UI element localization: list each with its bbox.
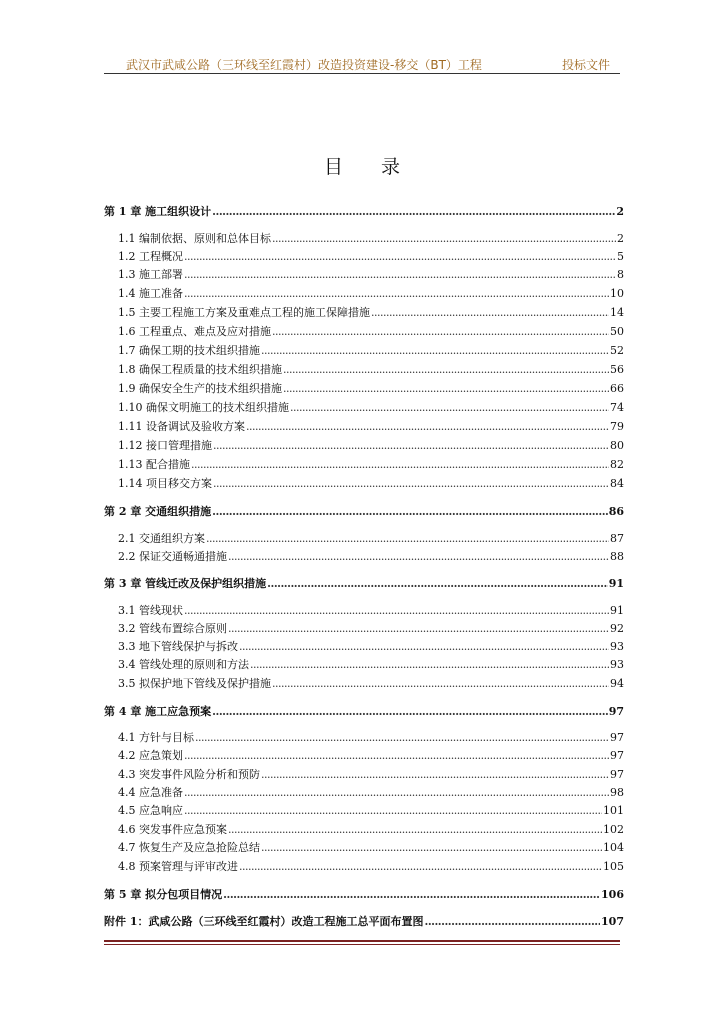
toc-entry-page: 106: [601, 888, 624, 901]
toc-leader-dots: [246, 420, 609, 434]
toc-entry-label: 4.2 应急策划: [118, 749, 183, 762]
toc-entry-label: 2.2 保证交通畅通措施: [118, 550, 227, 563]
toc-leader-dots: [228, 823, 602, 837]
toc-entry-label: 1.4 施工准备: [118, 287, 183, 300]
toc-entry-page: 94: [610, 677, 624, 690]
toc-entry-page: 66: [610, 382, 624, 395]
toc-chapter-entry[interactable]: [104, 886, 624, 902]
toc-entry-label: 4.6 突发事件应急预案: [118, 823, 227, 836]
header-doc-type: 投标文件: [561, 58, 610, 72]
toc-entry-label: 1.7 确保工期的技术组织措施: [118, 344, 260, 357]
toc-leader-dots: [371, 306, 609, 320]
toc-entry-page: 86: [608, 505, 624, 518]
toc-entry-label: 1.14 项目移交方案: [118, 477, 212, 490]
toc-leader-dots: [283, 382, 609, 396]
header-divider: [104, 73, 620, 74]
toc-leader-dots: [261, 768, 609, 782]
toc-leader-dots: [195, 731, 609, 745]
toc-entry-label: 1.8 确保工程质量的技术组织措施: [118, 363, 282, 376]
toc-entry-page: 92: [610, 622, 624, 635]
toc-title: 目录: [323, 156, 438, 178]
toc-entry-page: 2: [617, 232, 624, 245]
toc-entry-page: 97: [610, 731, 624, 744]
toc-entry-label: 4.4 应急准备: [118, 786, 183, 799]
toc-section-entry[interactable]: [118, 620, 624, 636]
toc-entry-label: 1.12 接口管理措施: [118, 439, 212, 452]
toc-entry-label: 1.1 编制依据、原则和总体目标: [118, 232, 271, 245]
toc-entry-page: 104: [603, 841, 624, 854]
toc-leader-dots: [191, 458, 609, 472]
toc-leader-dots: [290, 401, 609, 415]
toc-entry-label: 第 5 章 拟分包项目情况: [104, 888, 223, 901]
toc-section-entry[interactable]: [118, 342, 624, 358]
toc-leader-dots: [184, 804, 602, 818]
toc-leader-dots: [213, 477, 609, 491]
toc-leader-dots: [206, 532, 609, 546]
toc-entry-page: 93: [610, 658, 624, 671]
toc-section-entry[interactable]: [118, 361, 624, 377]
toc-entry-page: 79: [610, 420, 624, 433]
page-header: [104, 56, 620, 72]
toc-entry-label: 3.5 拟保护地下管线及保护措施: [118, 677, 271, 690]
toc-section-entry[interactable]: [118, 380, 624, 396]
toc-leader-dots: [228, 622, 609, 636]
toc-leader-dots: [250, 658, 609, 672]
toc-section-entry[interactable]: [118, 656, 624, 672]
toc-leader-dots: [184, 604, 609, 618]
toc-entry-label: 4.3 突发事件风险分析和预防: [118, 768, 260, 781]
toc-leader-dots: [239, 860, 602, 874]
toc-entry-page: 98: [610, 786, 624, 799]
toc-section-entry[interactable]: [118, 323, 624, 339]
toc-entry-page: 91: [610, 604, 624, 617]
toc-section-entry[interactable]: [118, 784, 624, 800]
toc-section-entry[interactable]: [118, 548, 624, 564]
toc-section-entry[interactable]: [118, 248, 624, 264]
toc-section-entry[interactable]: [118, 602, 624, 618]
toc-entry-page: 107: [601, 915, 624, 928]
toc-entry-label: 3.1 管线现状: [118, 604, 183, 617]
toc-entry-page: 93: [610, 640, 624, 653]
toc-entry-label: 4.8 预案管理与评审改进: [118, 860, 238, 873]
toc-leader-dots: [213, 439, 609, 453]
toc-entry-page: 97: [610, 749, 624, 762]
toc-entry-label: 4.1 方针与目标: [118, 731, 194, 744]
footer-divider-thin: [104, 944, 620, 945]
toc-entry-label: 1.5 主要工程施工方案及重难点工程的施工保障措施: [118, 306, 370, 319]
toc-entry-label: 1.13 配合措施: [118, 458, 190, 471]
toc-section-entry[interactable]: [118, 821, 624, 837]
toc-leader-dots: [239, 640, 609, 654]
toc-entry-page: 14: [610, 306, 624, 319]
toc-entry-page: 74: [610, 401, 624, 414]
toc-section-entry[interactable]: [118, 802, 624, 818]
toc-leader-dots: [272, 232, 616, 246]
toc-section-entry[interactable]: [118, 638, 624, 654]
toc-leader-dots: [223, 888, 600, 902]
toc-entry-page: 105: [603, 860, 624, 873]
toc-section-entry[interactable]: [118, 230, 624, 246]
toc-leader-dots: [212, 705, 608, 719]
toc-entry-page: 80: [610, 439, 624, 452]
toc-entry-label: 1.9 确保安全生产的技术组织措施: [118, 382, 282, 395]
toc-entry-label: 第 4 章 施工应急预案: [104, 705, 212, 718]
toc-entry-label: 4.7 恢复生产及应急抢险总结: [118, 841, 260, 854]
toc-section-entry[interactable]: [118, 858, 624, 874]
toc-entry-page: 97: [608, 705, 624, 718]
toc-section-entry[interactable]: [118, 418, 624, 434]
toc-leader-dots: [424, 915, 600, 929]
toc-leader-dots: [184, 250, 616, 264]
toc-leader-dots: [212, 205, 615, 219]
toc-entry-page: 82: [610, 458, 624, 471]
toc-entry-label: 第 3 章 管线迁改及保护组织措施: [104, 577, 267, 590]
toc-chapter-entry[interactable]: [104, 503, 624, 519]
toc-section-entry[interactable]: [118, 675, 624, 691]
toc-entry-page: 97: [610, 768, 624, 781]
toc-entry-label: 3.4 管线处理的原则和方法: [118, 658, 249, 671]
toc-entry-label: 1.6 工程重点、难点及应对措施: [118, 325, 271, 338]
toc-entry-page: 84: [610, 477, 624, 490]
toc-section-entry[interactable]: [118, 399, 624, 415]
toc-entry-page: 88: [610, 550, 624, 563]
toc-leader-dots: [184, 749, 609, 763]
toc-entry-label: 1.11 设备调试及验收方案: [118, 420, 245, 433]
toc-leader-dots: [212, 505, 608, 519]
toc-entry-label: 3.2 管线布置综合原则: [118, 622, 227, 635]
toc-section-entry[interactable]: [118, 766, 624, 782]
toc-leader-dots: [184, 287, 609, 301]
toc-leader-dots: [283, 363, 609, 377]
toc-section-entry[interactable]: [118, 304, 624, 320]
toc-entry-label: 4.5 应急响应: [118, 804, 183, 817]
toc-entry-page: 10: [610, 287, 624, 300]
toc-chapter-entry[interactable]: [104, 913, 624, 929]
toc-entry-page: 2: [616, 205, 624, 218]
toc-entry-page: 5: [617, 250, 624, 263]
toc-entry-label: 1.3 施工部署: [118, 268, 183, 281]
toc-leader-dots: [184, 268, 616, 282]
toc-section-entry[interactable]: [118, 530, 624, 546]
toc-entry-page: 52: [610, 344, 624, 357]
toc-leader-dots: [272, 677, 609, 691]
toc-chapter-entry[interactable]: [104, 575, 624, 591]
toc-entry-label: 第 2 章 交通组织措施: [104, 505, 212, 518]
toc-section-entry[interactable]: [118, 285, 624, 301]
toc-leader-dots: [267, 577, 608, 591]
toc-entry-label: 附件 1：武咸公路（三环线至红霞村）改造工程施工总平面布置图: [104, 915, 424, 928]
toc-entry-page: 102: [603, 823, 624, 836]
toc-section-entry[interactable]: [118, 839, 624, 855]
toc-leader-dots: [261, 841, 602, 855]
toc-entry-label: 1.2 工程概况: [118, 250, 183, 263]
toc-entry-label: 第 1 章 施工组织设计: [104, 205, 212, 218]
toc-chapter-entry[interactable]: [104, 703, 624, 719]
toc-entry-page: 50: [610, 325, 624, 338]
toc-entry-label: 3.3 地下管线保护与拆改: [118, 640, 238, 653]
toc-entry-page: 91: [608, 577, 624, 590]
toc-entry-label: 1.10 确保文明施工的技术组织措施: [118, 401, 289, 414]
toc-section-entry[interactable]: [118, 475, 624, 491]
toc-section-entry[interactable]: [118, 437, 624, 453]
header-project-title: 武汉市武咸公路（三环线至红霞村）改造投资建设-移交（BT）工程: [126, 58, 482, 72]
toc-leader-dots: [228, 550, 609, 564]
toc-entry-page: 87: [610, 532, 624, 545]
toc-section-entry[interactable]: [118, 266, 624, 282]
toc-entry-page: 101: [603, 804, 624, 817]
toc-section-entry[interactable]: [118, 456, 624, 472]
toc-section-entry[interactable]: [118, 729, 624, 745]
toc-entry-page: 56: [610, 363, 624, 376]
toc-leader-dots: [184, 786, 609, 800]
toc-chapter-entry[interactable]: [104, 203, 624, 219]
footer-divider: [104, 940, 620, 942]
toc-leader-dots: [272, 325, 609, 339]
toc-entry-page: 8: [617, 268, 624, 281]
toc-section-entry[interactable]: [118, 747, 624, 763]
toc-leader-dots: [261, 344, 609, 358]
toc-entry-label: 2.1 交通组织方案: [118, 532, 205, 545]
